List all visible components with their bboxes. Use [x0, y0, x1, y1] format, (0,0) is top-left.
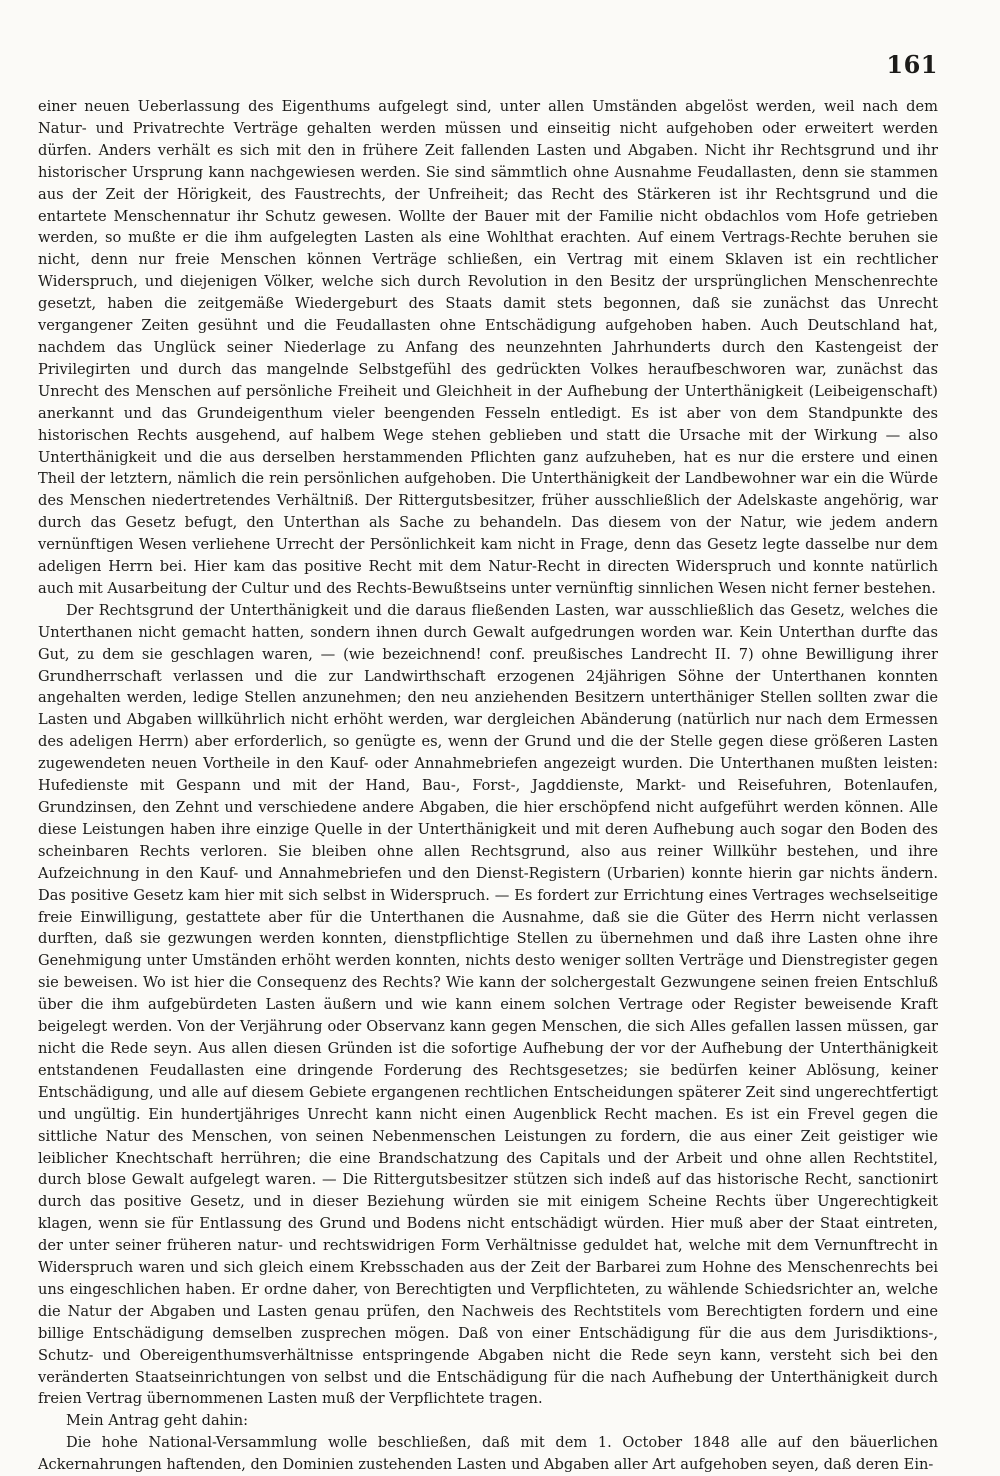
- paragraph-3: Mein Antrag geht dahin:: [66, 1412, 249, 1430]
- paragraph-1: einer neuen Ueberlassung des Eigenthums aufgelegt sind, unter allen Umständen abgelöst werden, weil nach dem Natur- und Privatrechte Verträge gehalten werden müssen und einseitig nicht aufgehoben oder erweitert werden dürfen. Anders verhält es sich mit den in frühere Zeit fallenden Lasten und Abgaben. Nicht ihr Rechtsgrund und ihr historischer Ursprung kann nachgewiesen werden. Sie sind sämmtlich ohne Ausnahme Feudallasten, denn sie stammen aus der Zeit der Hörigkeit, des Faustrechts, der Unfreiheit; das Recht des Stärkeren ist ihr Rechtsgrund und die entartete Menschennatur ihr Schutz gewesen. Wollte der Bauer mit der Familie nicht obdachlos vom Hofe getrieben werden, so mußte er die ihm aufgelegten Lasten als eine Wohlthat erachten. Auf einem Vertrags-Rechte beruhen sie nicht, denn nur freie Menschen können Verträge schließen, ein Vertrag mit einem Sklaven ist ein rechtlicher Widerspruch, und diejenigen Völker, welche sich durch Revolution in den Besitz der ursprünglichen Menschenrechte gesetzt, haben die zeitgemäße Wiedergeburt des Staats damit stets begonnen, daß sie zunächst das Unrecht vergangener Zeiten gesühnt und die Feudallasten ohne Entschädigung aufgehoben haben. Auch Deutschland hat, nachdem das Unglück seiner Niederlage zu Anfang des neunzehnten Jahrhunderts durch den Kastengeist der Privilegirten und durch das mangelnde Selbstgefühl des gedrückten Volkes heraufbeschworen war, zunächst das Unrecht des Menschen auf persönliche Freiheit und Gleichheit in der Aufhebung der Unterthänigkeit (Leibeigenschaft) anerkannt und das Grundeigenthum vieler beengenden Fesseln entledigt. Es ist aber von dem Standpunkte des historischen Rechts ausgehend, auf halbem Wege stehen geblieben und statt die Ursache mit der Wirkung — also Unterthänigkeit und die aus derselben herstammenden Pflichten ganz aufzuheben, hat es nur die erstere und einen Theil der letztern, nämlich die rein persönlichen aufgehoben. Die Unterthänigkeit der Landbewohner war ein die Würde des Menschen niedertretendes Verhältniß. Der Rittergutsbesitzer, früher ausschließlich der Adelskaste angehörig, war durch das Gesetz befugt, den Unterthan als Sache zu behandeln. Das diesem von der Natur, wie jedem andern vernünftigen Wesen verliehene Urrecht der Persönlichkeit kam nicht in Frage, denn das Gesetz legte dasselbe nur dem adeligen Herrn bei. Hier kam das positive Recht mit dem Natur-Recht in directen Widerspruch und konnte natürlich auch mit Ausarbeitung der Cultur und des Rechts-Bewußtseins unter vernünftig sinnlichen Wesen nicht ferner bestehen.: [38, 98, 938, 597]
- paragraph-2: Der Rechtsgrund der Unterthänigkeit und die daraus fließenden Lasten, war ausschließlich das Gesetz, welches die Unterthanen nicht gemacht hatten, sondern ihnen durch Gewalt aufgedrungen worden war. Kein Unterthan durfte das Gut, zu dem sie geschlagen waren, — (wie bezeichnend! conf. preußisches Landrecht II. 7) ohne Bewilligung ihrer Grundherrschaft verlassen und die zur Landwirthschaft erzogenen 24jährigen Söhne der Unterthanen konnten angehalten werden, ledige Stellen anzunehmen; den neu anziehenden Besitzern unterthäniger Stellen sollten zwar die Lasten und Abgaben willkührlich nicht erhöht werden, war dergleichen Abänderung (natürlich nur nach dem Ermessen des adeligen Herrn) aber erforderlich, so genügte es, wenn der Grund und die der Stelle gegen diese größeren Lasten zugewendeten neuen Vortheile in den Kauf- oder Annahmebriefen angezeigt wurden. Die Unterthanen mußten leisten: Hufedienste mit Gespann und mit der Hand, Bau-, Forst-, Jagddienste, Markt- und Reisefuhren, Botenlaufen, Grundzinsen, den Zehnt und verschiedene andere Abgaben, die hier erschöpfend nicht aufgeführt werden können. Alle diese Leistungen haben ihre einzige Quelle in der Unterthänigkeit und mit deren Aufhebung auch sogar den Boden des scheinbaren Rechts verloren. Sie bleiben ohne allen Rechtsgrund, also aus reiner Willkühr bestehen, und ihre Aufzeichnung in den Kauf- und Annahmebriefen und den Dienst-Registern (Urbarien) konnte hierin gar nichts ändern. Das positive Gesetz kam hier mit sich selbst in Widerspruch. — Es fordert zur Errichtung eines Vertrages wechselseitige freie Einwilligung, gestattete aber für die Unterthanen die Ausnahme, daß sie die Güter des Herrn nicht verlassen durften, daß sie gezwungen werden konnten, dienstpflichtige Stellen zu übernehmen und daß ihre Lasten ohne ihre Genehmigung unter Umständen erhöht werden konnten, nichts desto weniger sollten Verträge und Dienstregister gegen sie beweisen. Wo ist hier die Consequenz des Rechts? Wie kann der solchergestalt Gezwungene seinen freien Entschluß über die ihm aufgebürdeten Lasten äußern und wie kann einem solchen Vertrage oder Register beweisende Kraft beigelegt werden. Von der Verjährung oder Observanz kann gegen Menschen, die sich Alles gefallen lassen müssen, gar nicht die Rede seyn. Aus allen diesen Gründen ist die sofortige Aufhebung der vor der Aufhebung der Unterthänigkeit entstandenen Feudallasten eine dringende Forderung des Rechtsgesetzes; sie bedürfen keiner Ablösung, keiner Entschädigung, und alle auf diesem Gebiete ergangenen rechtlichen Entscheidungen späterer Zeit sind ungerechtfertigt und ungültig. Ein hundertjähriges Unrecht kann nicht einen Augenblick Recht machen. Es ist ein Frevel gegen die sittliche Natur des Menschen, von seinen Nebenmenschen Leistungen zu fordern, die aus einer Zeit geistiger wie leiblicher Knechtschaft herrühren; die eine Brandschatzung des Capitals und der Arbeit und ohne allen Rechtstitel, durch blose Gewalt aufgelegt waren. — Die Rittergutsbesitzer stützen sich indeß auf das historische Recht, sanctionirt durch das positive Gesetz, und in dieser Beziehung würden sie mit einigem Scheine Rechts über Ungerechtigkeit klagen, wenn sie für Entlassung des Grund und Bodens nicht entschädigt würden. Hier muß aber der Staat eintreten, der unter seiner früheren natur- und rechtswidrigen Form Verhältnisse geduldet hat, welche mit dem Vernunftrecht in Widerspruch waren und sich gleich einem Krebsschaden aus der Zeit der Barbarei zum Hohne des Menschenrechts bei uns eingeschlichen haben. Er ordne daher, von Berechtigten und Verpflichteten, zu wählende Schiedsrichter an, welche die Natur der Abgaben und Lasten genau prüfen, den Nachweis des Rechtstitels vom Berechtigten fordern und eine billige Entschädigung demselben zusprechen mögen. Daß von einer Entschädigung für die aus dem Jurisdiktions-, Schutz- und Obereigenthumsverhältnisse entspringende Abgaben nicht die Rede seyn kann, versteht sich bei den veränderten Staatseinrichtungen von selbst und die Entschädigung für die nach Aufhebung der Unterthänigkeit durch freien Vertrag übernommenen Lasten muß der Verpflichtete tragen.: [38, 601, 938, 1408]
- page-number: 161: [886, 50, 938, 79]
- body-text: [38, 96, 938, 1476]
- paragraph-4: Die hohe National-Versammlung wolle beschließen, daß mit dem 1. October 1848 alle auf den bäuerlichen Ackernahrungen haftenden, den Dominien zustehenden Lasten und Abgaben aller Art aufgehoben seyen, daß deren Ein-: [38, 1434, 938, 1474]
